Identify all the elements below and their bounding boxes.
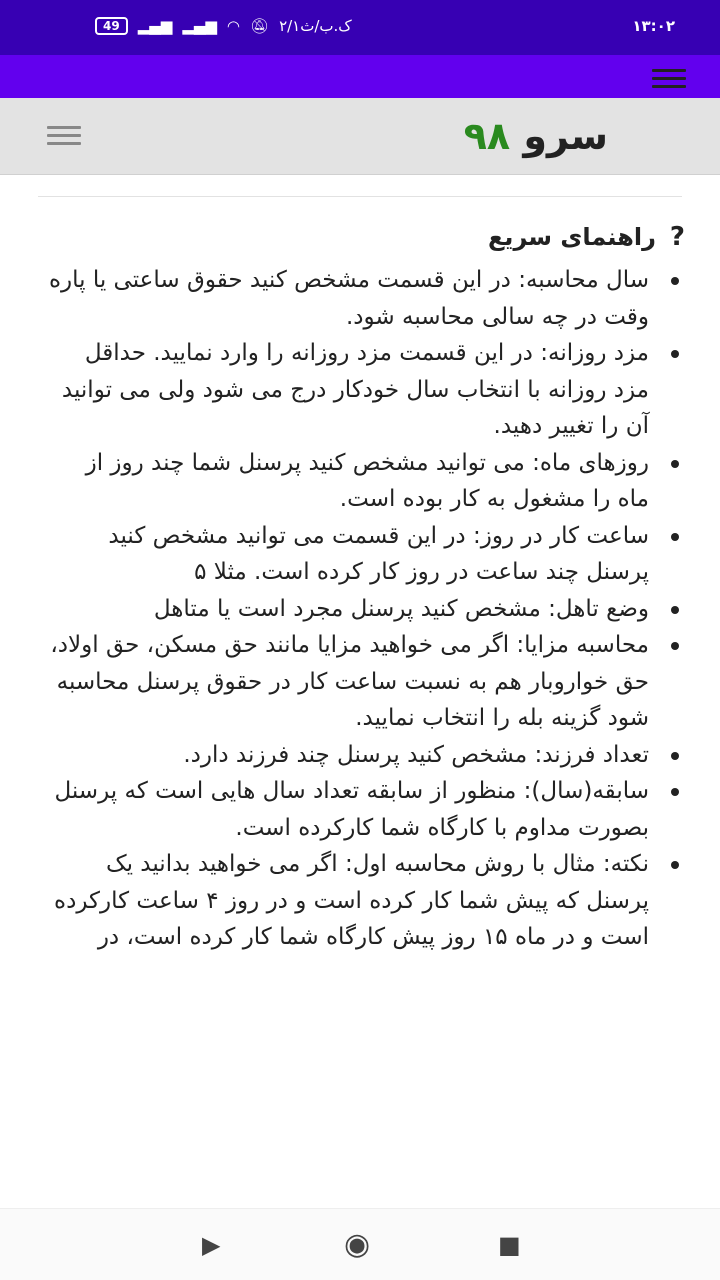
list-item: تعداد فرزند: مشخص کنید پرسنل چند فرزند دارد. [38,737,649,774]
status-icons [95,17,352,35]
home-icon[interactable]: ◉ [344,1227,371,1262]
signal-icon: ▂▄▆ [137,17,173,35]
battery-icon: 49 [95,17,128,35]
hamburger-menu-icon[interactable] [47,126,81,145]
recents-icon[interactable]: ■ [498,1231,521,1259]
list-item: نکته: مثال با روش محاسبه اول: اگر می خواهید بدانید یک پرسنل که پیش شما کار کرده است و در روز ۴ ساعت کارکرده است و در ماه ۱۵ روز پیش کارگاه شما کار کرده است، در [38,846,649,956]
divider [38,196,682,197]
guide-title [38,222,685,252]
list-item: مزد روزانه: در این قسمت مزد روزانه را وارد نمایید. حداقل مزد روزانه با انتخاب سال خودکار درج می شود ولی می توانید آن را تغییر دهید. [38,335,649,445]
list-item: سابقه(سال): منظور از سابقه تعداد سال هایی است که پرسنل بصورت مداوم با کارگاه شما کارکرده است. [38,773,649,846]
list-item: محاسبه مزایا: اگر می خواهید مزایا مانند حق مسکن، حق اولاد، حق خواروبار هم به نسبت ساعت کار در حقوق پرسنل محاسبه شود گزینه بله را انتخاب نمایید. [38,627,649,737]
system-nav-bar [0,1208,720,1280]
signal-icon-2: ▂▄▆ [182,17,217,35]
list-item: روزهای ماه: می توانید مشخص کنید پرسنل شما چند روز از ماه را مشغول به کار بوده است. [38,445,649,518]
menu-icon[interactable] [652,69,686,88]
logo-word: سرو [523,114,608,158]
guide-title-text: راهنمای سریع [488,223,656,251]
logo-number: ۹۸ [463,114,511,158]
question-icon: ? [669,222,685,252]
site-header [0,98,720,175]
list-item: وضع تاهل: مشخص کنید پرسنل مجرد است یا متاهل [38,591,649,628]
guide-list [38,262,685,956]
network-speed: ۲/۱ک.ب/ث [279,17,352,35]
quick-guide [38,222,685,956]
logo[interactable] [464,114,608,158]
clock: ۱۳:۰۲ [632,17,675,35]
status-bar [0,0,720,55]
list-item: سال محاسبه: در این قسمت مشخص کنید حقوق ساعتی یا پاره وقت در چه سالی محاسبه شود. [38,262,649,335]
wifi-icon: ◠ [226,17,241,35]
app-bar [0,55,720,98]
bell-muted-icon: 🔕︎ [250,17,270,35]
list-item: ساعت کار در روز: در این قسمت می توانید مشخص کنید پرسنل چند ساعت در روز کار کرده است. مثلا ۵ [38,518,649,591]
back-icon[interactable]: ▶ [202,1231,221,1259]
